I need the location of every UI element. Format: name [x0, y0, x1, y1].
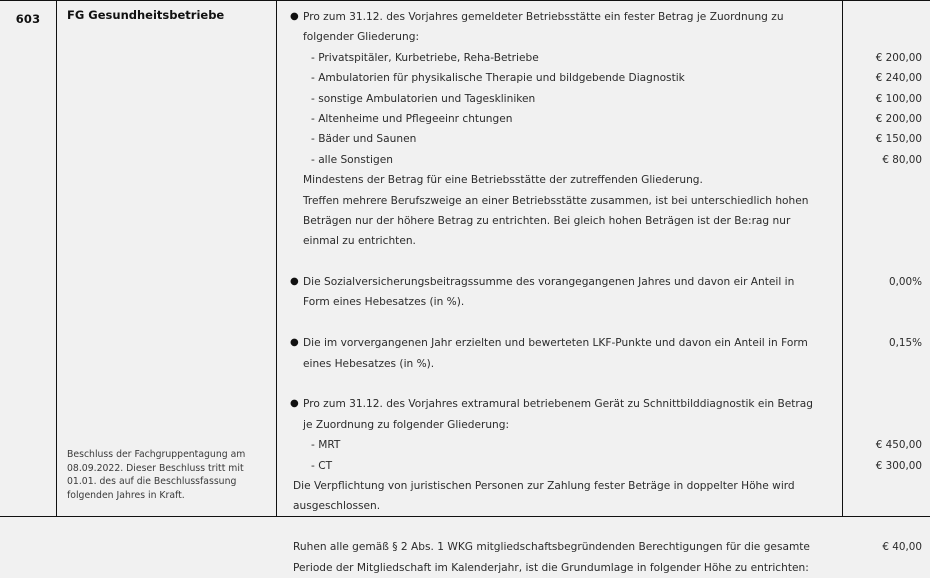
amount-value: € 100,00: [875, 92, 922, 105]
description-bullet-line: [285, 7, 830, 27]
amount-value: € 40,00: [882, 541, 922, 554]
description-line: - MRT: [311, 439, 341, 452]
description-line: ausgeschlossen.: [293, 500, 381, 513]
description-line: - CT: [311, 459, 333, 472]
bullet-icon: ●: [290, 398, 299, 410]
description-text: Pro zum 31.12. des Vorjahres extramural betriebenem Gerät zu Schnittbilddiagnostik ein Betrag: [303, 398, 813, 411]
amount-value: 0,15%: [888, 337, 922, 350]
amount-empty: [849, 170, 922, 190]
amount-empty: [849, 354, 922, 374]
amount-value: € 150,00: [875, 133, 922, 146]
amount-empty: [849, 415, 922, 435]
description-line: Periode der Mitgliedschaft im Kalenderjahr, ist die Grundumlage in folgender Höhe zu entrichten:: [293, 561, 809, 574]
description-text: Pro zum 31.12. des Vorjahres gemeldeter Betriebsstätte ein fester Betrag je Zuordnung zu: [303, 11, 784, 23]
description-line: Die Verpflichtung von juristischen Personen zur Zahlung fester Beträge in doppelter Höhe wird: [293, 479, 795, 492]
amount-value: € 200,00: [875, 51, 922, 64]
amount-empty: [849, 211, 922, 231]
description-spacer: [285, 374, 830, 394]
description-line: - Bäder und Saunen: [311, 133, 417, 146]
description-line: je Zuordnung zu folgender Gliederung:: [303, 418, 510, 431]
amount-empty: [849, 476, 922, 496]
amount-empty: [849, 313, 922, 333]
description-line: Mindestens der Betrag für eine Betriebsstätte der zutreffenden Gliederung.: [303, 174, 703, 187]
description-spacer: [285, 313, 830, 333]
bullet-icon: ●: [290, 337, 299, 349]
amount-cell: [843, 1, 930, 554]
description-bullet-line: [285, 272, 830, 292]
group-title: FG Gesundheitsbetriebe: [67, 8, 225, 22]
description-bullet-line: [285, 394, 830, 414]
description-line: Form eines Hebesatzes (in %).: [303, 296, 465, 309]
description-text: Die Sozialversicherungsbeitragssumme des vorangegangenen Jahres und davon eir Anteil in: [303, 276, 795, 289]
amount-value: 0,00%: [888, 276, 922, 289]
amount-value: € 80,00: [882, 153, 922, 166]
description-line: einmal zu entrichten.: [303, 235, 416, 248]
amount-empty: [849, 191, 922, 211]
bullet-icon: ●: [290, 11, 299, 22]
table-row: [0, 1, 930, 574]
description-text: Die im vorvergangenen Jahr erzielten und bewerteten LKF-Punkte und davon ein Anteil in Form: [303, 337, 808, 350]
description-spacer: [285, 517, 830, 537]
amount-empty: [849, 558, 922, 578]
amount-empty: [849, 517, 922, 537]
amount-empty: [849, 292, 922, 312]
description-bullet-line: [285, 333, 830, 353]
amount-empty: [849, 394, 922, 414]
amount-empty: [849, 231, 922, 251]
description-line: - Altenheime und Pflegeeinr chtungen: [311, 112, 513, 125]
amount-value: € 300,00: [875, 459, 922, 472]
description-line: Ruhen alle gemäß § 2 Abs. 1 WKG mitgliedschaftsbegründenden Berechtigungen für die gesamte: [293, 541, 810, 554]
amount-empty: [849, 27, 922, 47]
group-code: 603: [15, 12, 41, 26]
description-spacer: [285, 252, 830, 272]
description-line: eines Hebesatzes (in %).: [303, 357, 435, 370]
description-line: folgender Gliederung:: [303, 31, 420, 44]
amount-empty: [849, 7, 922, 27]
group-cell: [57, 1, 277, 516]
description-line: - sonstige Ambulatorien und Tageskliniken: [311, 92, 536, 105]
description-line: Beträgen nur der höhere Betrag zu entrichten. Bei gleich hohen Beträgen ist der Be:rag nur: [303, 214, 791, 227]
amount-value: € 200,00: [875, 112, 922, 125]
bullet-icon: ●: [290, 276, 299, 288]
description-cell: [277, 1, 843, 574]
description-line: - alle Sonstigen: [311, 153, 393, 166]
amount-value: € 450,00: [875, 439, 922, 452]
amount-empty: [849, 496, 922, 516]
group-footnote: Beschluss der Fachgruppentagung am 08.09.2022. Dieser Beschluss tritt mit 01.01. des auf die Beschlussfassung folgenden Jahres in Kraft.: [67, 449, 246, 501]
description-line: Treffen mehrere Berufszweige an einer Betriebsstätte zusammen, ist bei unterschiedlich hohen: [303, 194, 809, 207]
description-line: - Ambulatorien für physikalische Therapie und bildgebende Diagnostik: [311, 72, 685, 85]
amount-empty: [849, 374, 922, 394]
code-cell: [0, 1, 57, 516]
description-line: - Privatspitäler, Kurbetriebe, Reha-Betriebe: [311, 51, 539, 64]
amount-empty: [849, 252, 922, 272]
amount-value: € 240,00: [875, 72, 922, 85]
